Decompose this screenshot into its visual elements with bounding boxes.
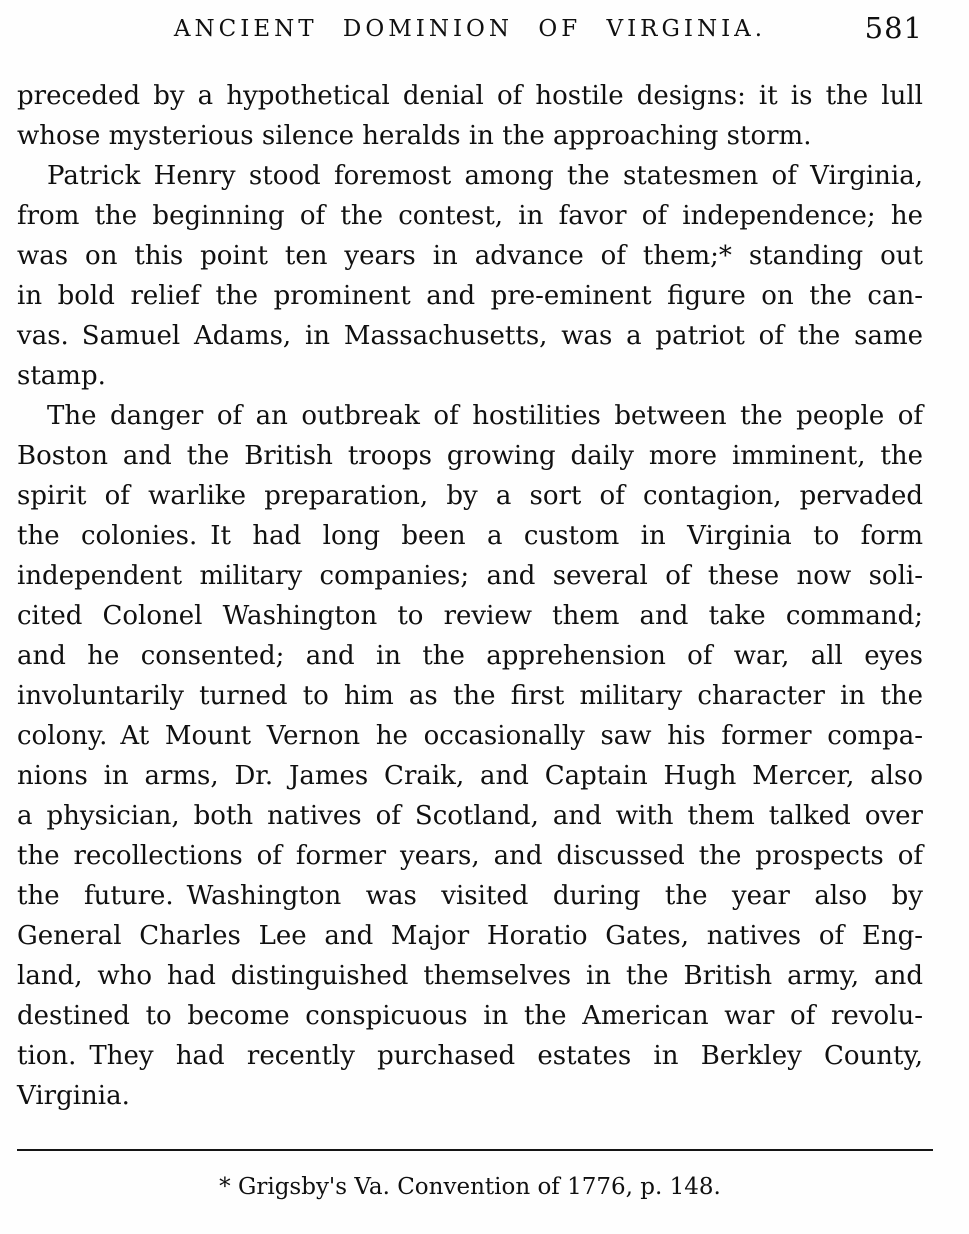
text-line: a physician, both natives of Scotland, and with them talked over [17,801,923,831]
text-line: the colonies. It had long been a custom in Virginia to form [17,521,923,551]
text-line: nions in arms, Dr. James Craik, and Captain Hugh Mercer, also [17,761,923,791]
text-line: cited Colonel Washington to review them and take command; [17,601,923,631]
footnote: * Grigsby's Va. Convention of 1776, p. 148. [219,1174,721,1200]
text-line: involuntarily turned to him as the first military character in the [17,681,923,711]
text-line: Boston and the British troops growing daily more imminent, the [17,441,923,471]
page-number: 581 [864,11,923,45]
footnote-separator-rule [17,1149,933,1151]
text-line: whose mysterious silence heralds in the approaching storm. [17,121,812,151]
text-line: destined to become conspicuous in the American war of revolu- [17,1001,923,1031]
page-header [17,0,923,62]
text-line: from the beginning of the contest, in favor of independence; he [17,201,923,231]
text-line: was on this point ten years in advance of them;* standing out [17,241,923,271]
text-line: stamp. [17,361,106,391]
text-line: and he consented; and in the apprehension of war, all eyes [17,641,923,671]
text-line: colony. At Mount Vernon he occasionally saw his former compa- [17,721,923,751]
text-line: spirit of warlike preparation, by a sort of contagion, pervaded [17,481,923,511]
running-head: ANCIENT DOMINION OF VIRGINIA. [173,16,767,42]
text-line: tion. They had recently purchased estates in Berkley County, [17,1041,923,1071]
text-line: the future. Washington was visited during the year also by [17,881,923,911]
text-line: the recollections of former years, and discussed the prospects of [17,841,923,871]
text-line: independent military companies; and several of these now soli- [17,561,923,591]
text-line: Virginia. [17,1081,130,1111]
text-line: Patrick Henry stood foremost among the statesmen of Virginia, [47,161,923,191]
body-text [17,76,923,1116]
text-line: The danger of an outbreak of hostilities between the people of [47,401,923,431]
text-line: in bold relief the prominent and pre-eminent figure on the can- [17,281,923,311]
text-line: General Charles Lee and Major Horatio Gates, natives of Eng- [17,921,923,951]
text-line: vas. Samuel Adams, in Massachusetts, was a patriot of the same [17,321,923,351]
text-line: land, who had distinguished themselves in the British army, and [17,961,923,991]
text-line: preceded by a hypothetical denial of hostile designs: it is the lull [17,81,923,111]
